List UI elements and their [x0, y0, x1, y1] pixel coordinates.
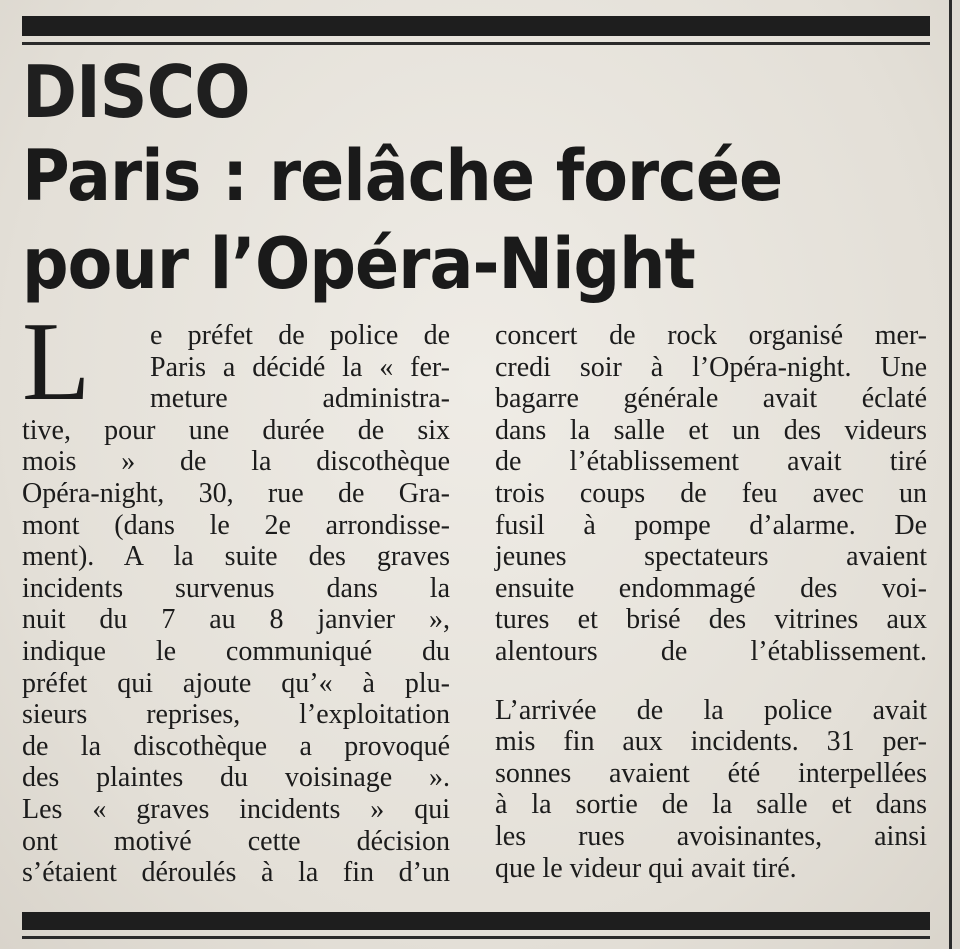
body-line: à la sortie de la salle et dans [495, 789, 927, 821]
clipping-edge [949, 0, 952, 949]
body-line: trois coups de feu avec un [495, 477, 927, 509]
body-line: que le videur qui avait tiré. [495, 852, 797, 884]
body-line: tive, pour une durée de six [22, 414, 450, 446]
body-line: tures et brisé des vitrines aux [495, 604, 927, 636]
body-line: dans la salle et un des videurs [495, 414, 927, 446]
body-line: mois » de la discothèque [22, 446, 450, 478]
body-line: L’arrivée de la police avait [495, 694, 927, 726]
article-column-right [495, 320, 927, 884]
body-line: de l’établissement avait tiré [495, 446, 927, 478]
drop-cap: L [22, 300, 91, 424]
body-line: ont motivé cette décision [22, 825, 450, 857]
bottom-rule-thick [22, 912, 930, 930]
headline-line-1: Paris : relâche forcée [22, 135, 783, 217]
body-line: incidents survenus dans la [22, 572, 450, 604]
headline-line-2: pour l’Opéra-Night [22, 223, 695, 305]
top-rule-thin [22, 42, 930, 45]
body-line: sieurs reprises, l’exploitation [22, 699, 450, 731]
article-column-left [22, 320, 450, 889]
body-line: ment). A la suite des graves [22, 541, 450, 573]
body-line: bagarre générale avait éclaté [495, 383, 927, 415]
body-line: indique le communiqué du [22, 635, 450, 667]
body-line: mont (dans le 2e arrondisse- [22, 509, 450, 541]
body-line: credi soir à l’Opéra-night. Une [495, 351, 927, 383]
bottom-rule-thin [22, 936, 930, 939]
section-kicker: DISCO [22, 50, 250, 134]
body-line: Paris a décidé la « fer- [150, 351, 450, 383]
body-line: Les « graves incidents » qui [22, 793, 450, 825]
body-line: Opéra-night, 30, rue de Gra- [22, 477, 450, 509]
headline [22, 132, 785, 308]
body-line: les rues avoisinantes, ainsi [495, 820, 927, 852]
body-line: s’étaient déroulés à la fin d’un [22, 857, 450, 889]
body-line: concert de rock organisé mer- [495, 320, 927, 351]
paragraph-gap [495, 668, 927, 695]
body-line: de la discothèque a provoqué [22, 730, 450, 762]
body-line: préfet qui ajoute qu’« à plu- [22, 667, 450, 699]
body-line: ensuite endommagé des voi- [495, 572, 927, 604]
body-line: mis fin aux incidents. 31 per- [495, 726, 927, 758]
body-line: alentours de l’établissement. [495, 635, 927, 667]
body-line: nuit du 7 au 8 janvier », [22, 604, 450, 636]
body-line: des plaintes du voisinage ». [22, 762, 450, 794]
body-line: e préfet de police de [150, 320, 450, 351]
body-line: sonnes avaient été interpellées [495, 757, 927, 789]
body-line: jeunes spectateurs avaient [495, 541, 927, 573]
top-rule-thick [22, 16, 930, 36]
body-line: meture administra- [150, 383, 450, 415]
body-line: fusil à pompe d’alarme. De [495, 509, 927, 541]
